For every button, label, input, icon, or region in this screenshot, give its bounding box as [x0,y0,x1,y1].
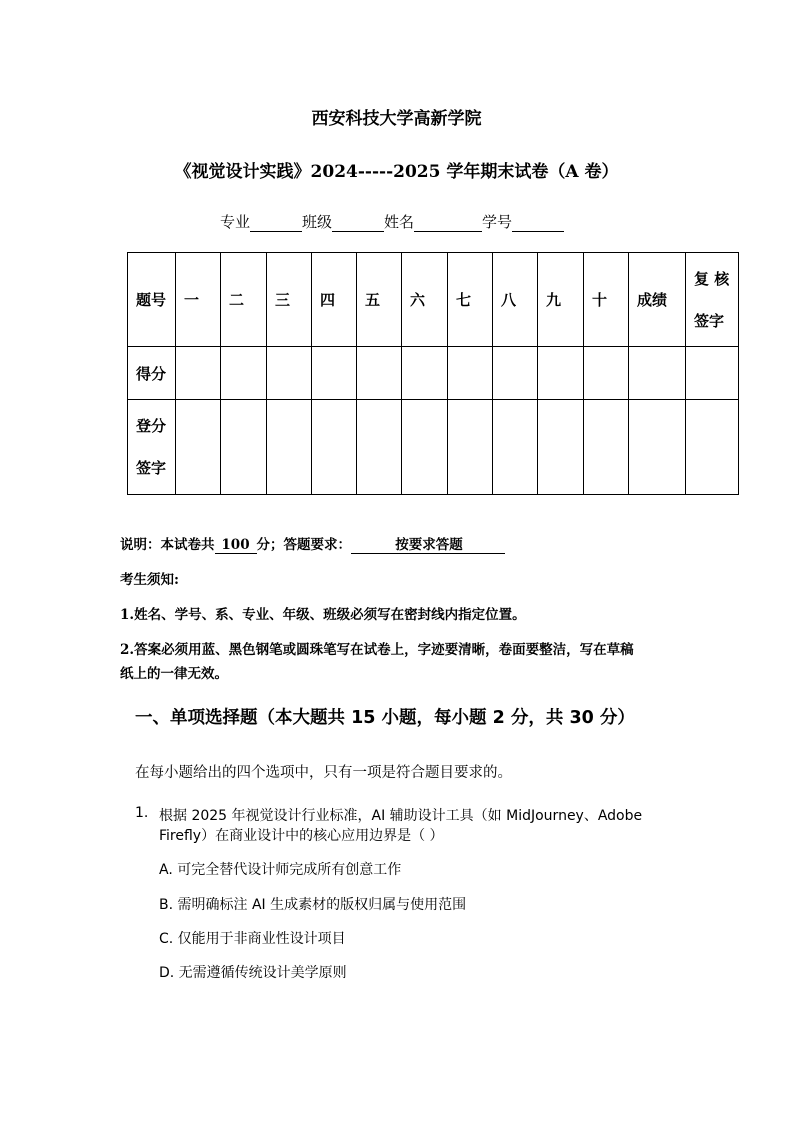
total-points: 100 [215,537,257,554]
review-sign-label [686,253,739,347]
column-header: 九 [538,253,584,347]
notice-item-2-line2: 纸上的一律无效。 [120,666,228,682]
column-header: 五 [357,253,402,347]
score-cell[interactable] [312,347,357,400]
question-text-line1: 根据 2025 年视觉设计行业标准，AI 辅助设计工具（如 MidJourney、Adobe [159,808,643,824]
sign-cell[interactable] [448,400,493,495]
score-cell[interactable] [584,347,629,400]
sign-cell[interactable] [267,400,312,495]
answer-requirement: 按要求答题 [351,533,505,554]
column-header: 七 [448,253,493,347]
sign-label-line1: 登分 [136,417,167,435]
notice-title: 考生须知: [120,572,179,588]
sign-cell[interactable] [402,400,448,495]
sign-row-label [128,400,176,495]
score-cell[interactable] [176,347,221,400]
option-a[interactable]: A. 可完全替代设计师完成所有创意工作 [159,862,402,878]
score-cell[interactable] [357,347,402,400]
sign-cell[interactable] [493,400,538,495]
score-cell[interactable] [538,347,584,400]
major-blank[interactable] [250,215,302,232]
sign-cell[interactable] [312,400,357,495]
sign-label-line2: 签字 [136,459,167,477]
class-label: 班级 [302,213,333,231]
review-label-line2: 签字 [694,311,725,330]
score-cell[interactable] [267,347,312,400]
name-blank[interactable] [414,215,482,232]
column-header: 八 [493,253,538,347]
score-cell[interactable] [629,347,686,400]
question-number: 1. [135,805,149,821]
total-score-label: 成绩 [629,253,686,347]
score-cell[interactable] [221,347,267,400]
sign-cell[interactable] [584,400,629,495]
major-label: 专业 [220,213,251,231]
score-cell[interactable] [448,347,493,400]
score-cell[interactable] [493,347,538,400]
column-header: 十 [584,253,629,347]
desc-prefix: 说明：本试卷共 [120,537,215,553]
id-blank[interactable] [512,215,564,232]
score-cell[interactable] [686,347,739,400]
score-row [128,347,739,400]
sign-cell[interactable] [176,400,221,495]
column-header: 三 [267,253,312,347]
sign-cell[interactable] [629,400,686,495]
sign-cell[interactable] [357,400,402,495]
column-header: 一 [176,253,221,347]
student-info-line [220,211,564,232]
option-b[interactable]: B. 需明确标注 AI 生成素材的版权归属与使用范围 [159,897,467,913]
score-table [127,252,739,495]
question-number-label: 题号 [128,253,176,347]
review-label-line1: 复 核 [694,269,730,288]
question-text-line2: Firefly）在商业设计中的核心应用边界是（ ） [159,828,444,844]
column-header: 四 [312,253,357,347]
exam-title: 《视觉设计实践》2024-----2025 学年期末试卷（A 卷） [174,162,619,182]
sign-cell[interactable] [221,400,267,495]
sign-cell[interactable] [538,400,584,495]
score-row-label: 得分 [128,347,176,400]
section-instruction: 在每小题给出的四个选项中，只有一项是符合题目要求的。 [135,765,512,781]
sign-row [128,400,739,495]
class-blank[interactable] [332,215,384,232]
score-cell[interactable] [402,347,448,400]
option-c[interactable]: C. 仅能用于非商业性设计项目 [159,931,346,947]
score-table-header-row [128,253,739,347]
notice-item-1: 1.姓名、学号、系、专业、年级、班级必须写在密封线内指定位置。 [120,607,526,623]
sign-cell[interactable] [686,400,739,495]
id-label: 学号 [482,213,513,231]
column-header: 六 [402,253,448,347]
name-label: 姓名 [384,213,415,231]
notice-item-2-line1: 2.答案必须用蓝、黑色钢笔或圆珠笔写在试卷上，字迹要清晰，卷面要整洁，写在草稿 [120,642,634,658]
school-name: 西安科技大学高新学院 [311,109,482,129]
section-heading: 一、单项选择题（本大题共 15 小题，每小题 2 分，共 30 分） [135,708,635,728]
desc-middle: 分；答题要求： [256,537,351,553]
exam-description [120,533,505,554]
column-header: 二 [221,253,267,347]
option-d[interactable]: D. 无需遵循传统设计美学原则 [159,965,347,981]
